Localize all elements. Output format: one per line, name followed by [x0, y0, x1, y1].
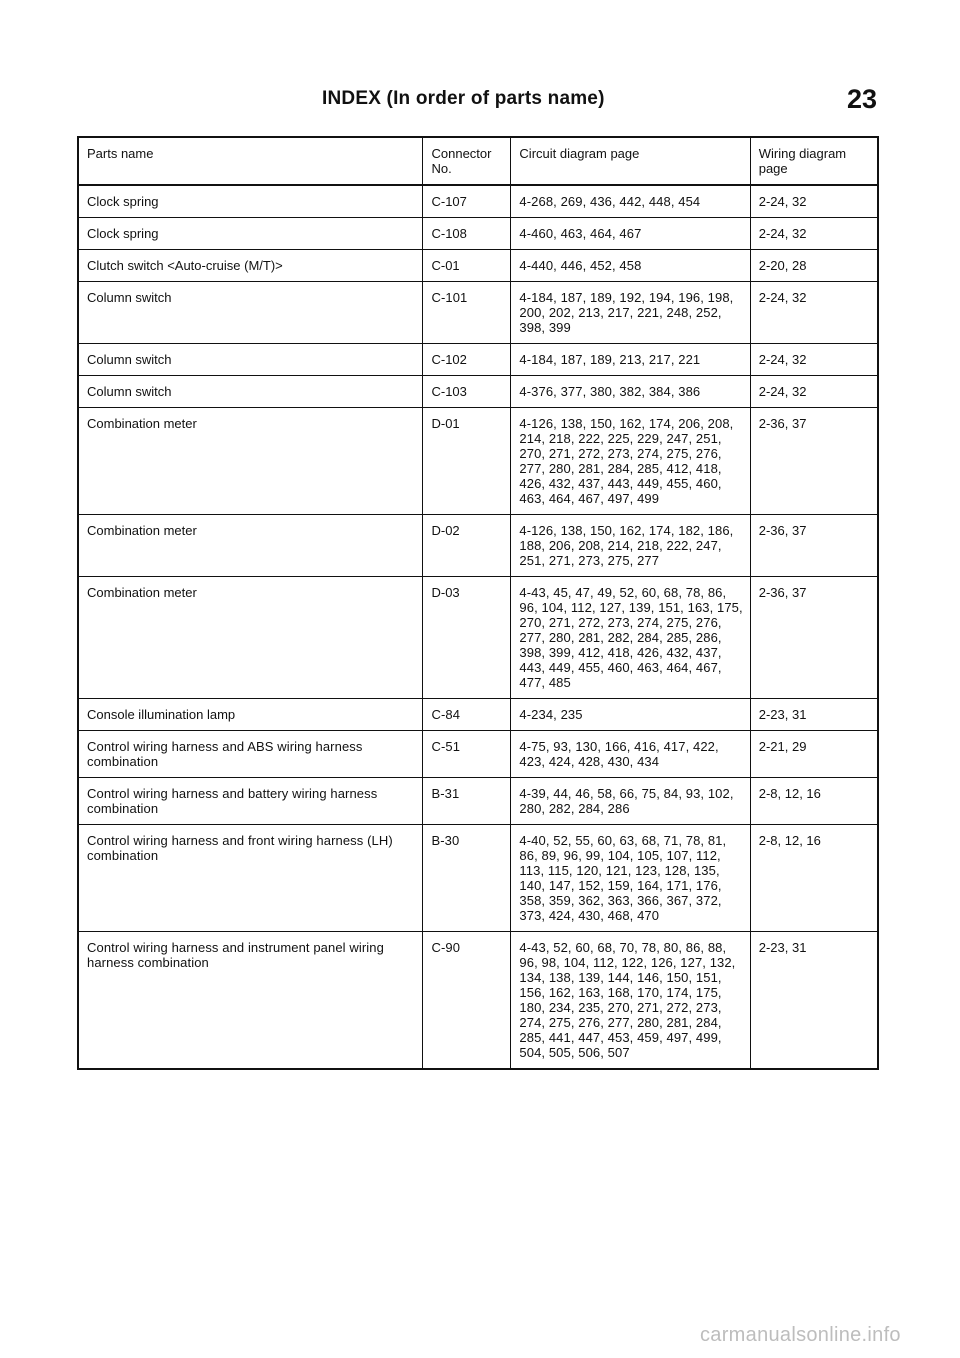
cell-part-name: Control wiring harness and instrument panel wiring harness combination	[78, 932, 423, 1070]
cell-part-name: Clutch switch <Auto-cruise (M/T)>	[78, 250, 423, 282]
cell-part-name: Column switch	[78, 344, 423, 376]
cell-wiring-pages: 2-36, 37	[750, 408, 878, 515]
cell-circuit-pages: 4-268, 269, 436, 442, 448, 454	[511, 185, 750, 218]
cell-wiring-pages: 2-23, 31	[750, 699, 878, 731]
cell-part-name: Console illumination lamp	[78, 699, 423, 731]
table-row	[78, 932, 878, 1070]
cell-connector: D-03	[423, 577, 511, 699]
table-row	[78, 218, 878, 250]
table-row	[78, 185, 878, 218]
cell-wiring-pages: 2-24, 32	[750, 218, 878, 250]
cell-part-name: Combination meter	[78, 408, 423, 515]
table-row	[78, 825, 878, 932]
column-header-circuit-diagram-page: Circuit diagram page	[511, 137, 750, 185]
table-row	[78, 731, 878, 778]
cell-circuit-pages: 4-184, 187, 189, 192, 194, 196, 198, 200, 202, 213, 217, 221, 248, 252, 398, 399	[511, 282, 750, 344]
cell-connector: C-107	[423, 185, 511, 218]
column-header-wiring-diagram-page: Wiring diagram page	[750, 137, 878, 185]
cell-circuit-pages: 4-39, 44, 46, 58, 66, 75, 84, 93, 102, 280, 282, 284, 286	[511, 778, 750, 825]
table-row	[78, 282, 878, 344]
cell-part-name: Column switch	[78, 282, 423, 344]
table-row	[78, 778, 878, 825]
cell-connector: C-108	[423, 218, 511, 250]
cell-circuit-pages: 4-376, 377, 380, 382, 384, 386	[511, 376, 750, 408]
cell-part-name: Clock spring	[78, 185, 423, 218]
page-title: INDEX (In order of parts name)	[322, 88, 605, 109]
cell-connector: D-02	[423, 515, 511, 577]
cell-wiring-pages: 2-21, 29	[750, 731, 878, 778]
cell-circuit-pages: 4-460, 463, 464, 467	[511, 218, 750, 250]
cell-connector: C-90	[423, 932, 511, 1070]
cell-connector: C-103	[423, 376, 511, 408]
table-row	[78, 344, 878, 376]
cell-connector: C-102	[423, 344, 511, 376]
cell-circuit-pages: 4-75, 93, 130, 166, 416, 417, 422, 423, 424, 428, 430, 434	[511, 731, 750, 778]
cell-circuit-pages: 4-43, 52, 60, 68, 70, 78, 80, 86, 88, 96, 98, 104, 112, 122, 126, 127, 132, 134, 138, 139, 144, 146, 150, 151, 156, 162, 163, 168, 170, 174, 175, 180, 234, 235, 270, 271, 272, 273, 274, 275, 276, 277, 280, 281, 284, 285, 441, 447, 453, 459, 497, 499, 504, 505, 506, 507	[511, 932, 750, 1070]
cell-part-name: Control wiring harness and ABS wiring harness combination	[78, 731, 423, 778]
cell-part-name: Clock spring	[78, 218, 423, 250]
cell-circuit-pages: 4-440, 446, 452, 458	[511, 250, 750, 282]
cell-circuit-pages: 4-234, 235	[511, 699, 750, 731]
cell-connector: B-30	[423, 825, 511, 932]
watermark-text: carmanualsonline.info	[700, 1324, 901, 1346]
cell-connector: C-84	[423, 699, 511, 731]
cell-wiring-pages: 2-8, 12, 16	[750, 778, 878, 825]
cell-wiring-pages: 2-24, 32	[750, 344, 878, 376]
page-header	[0, 84, 960, 114]
column-header-connector-no: Connector No.	[423, 137, 511, 185]
cell-wiring-pages: 2-23, 31	[750, 932, 878, 1070]
cell-wiring-pages: 2-20, 28	[750, 250, 878, 282]
cell-part-name: Combination meter	[78, 577, 423, 699]
table-row	[78, 577, 878, 699]
cell-wiring-pages: 2-8, 12, 16	[750, 825, 878, 932]
cell-wiring-pages: 2-36, 37	[750, 515, 878, 577]
cell-connector: C-51	[423, 731, 511, 778]
cell-wiring-pages: 2-24, 32	[750, 282, 878, 344]
table-row	[78, 515, 878, 577]
table-row	[78, 699, 878, 731]
table-row	[78, 250, 878, 282]
cell-circuit-pages: 4-40, 52, 55, 60, 63, 68, 71, 78, 81, 86, 89, 96, 99, 104, 105, 107, 112, 113, 115, 120, 121, 123, 128, 135, 140, 147, 152, 159, 164, 171, 176, 358, 359, 362, 363, 366, 367, 372, 373, 424, 430, 468, 470	[511, 825, 750, 932]
cell-connector: C-01	[423, 250, 511, 282]
table-row	[78, 408, 878, 515]
cell-part-name: Control wiring harness and battery wiring harness combination	[78, 778, 423, 825]
cell-part-name: Combination meter	[78, 515, 423, 577]
cell-connector: B-31	[423, 778, 511, 825]
cell-wiring-pages: 2-24, 32	[750, 185, 878, 218]
cell-circuit-pages: 4-43, 45, 47, 49, 52, 60, 68, 78, 86, 96, 104, 112, 127, 139, 151, 163, 175, 270, 271, 272, 273, 274, 275, 276, 277, 280, 281, 282, 284, 285, 286, 398, 399, 412, 418, 426, 432, 437, 443, 449, 455, 460, 463, 464, 467, 477, 485	[511, 577, 750, 699]
page-number: 23	[847, 84, 878, 114]
cell-part-name: Column switch	[78, 376, 423, 408]
cell-wiring-pages: 2-36, 37	[750, 577, 878, 699]
cell-circuit-pages: 4-126, 138, 150, 162, 174, 182, 186, 188, 206, 208, 214, 218, 222, 247, 251, 271, 273, 275, 277	[511, 515, 750, 577]
cell-circuit-pages: 4-126, 138, 150, 162, 174, 206, 208, 214, 218, 222, 225, 229, 247, 251, 270, 271, 272, 273, 274, 275, 276, 277, 280, 281, 284, 285, 412, 418, 426, 432, 437, 443, 449, 455, 460, 463, 464, 467, 497, 499	[511, 408, 750, 515]
table-header-row	[78, 137, 878, 185]
cell-part-name: Control wiring harness and front wiring harness (LH) combination	[78, 825, 423, 932]
table-row	[78, 376, 878, 408]
cell-circuit-pages: 4-184, 187, 189, 213, 217, 221	[511, 344, 750, 376]
cell-connector: C-101	[423, 282, 511, 344]
cell-connector: D-01	[423, 408, 511, 515]
column-header-parts-name: Parts name	[78, 137, 423, 185]
parts-index-table	[77, 136, 879, 1070]
cell-wiring-pages: 2-24, 32	[750, 376, 878, 408]
